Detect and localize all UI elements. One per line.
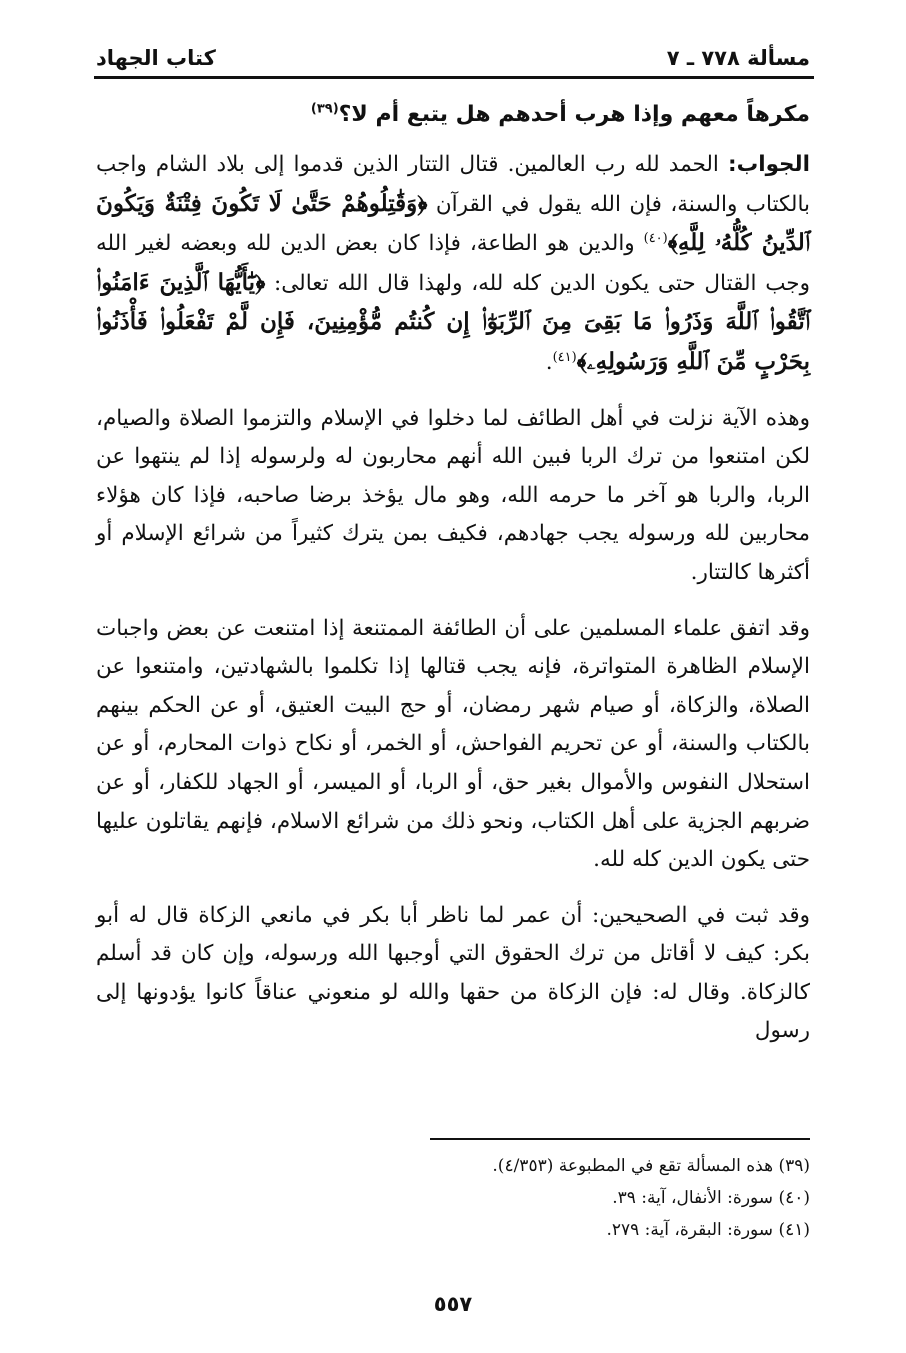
answer-text-2: والدين هو الطاعة، فإذا كان بعض الدين لله وبعضه لغير الله وجب القتال حتى يكون الدين كله لله، ولهذا قال الله تعالى: xyxy=(96,231,810,296)
answer-text-3: . xyxy=(545,349,553,375)
question-line xyxy=(96,96,810,134)
footnote-40: (٤٠) سورة: الأنفال، آية: ٣٩. xyxy=(612,1188,810,1208)
main-text xyxy=(96,96,810,1051)
page-number: ٥٥٧ xyxy=(433,1292,473,1316)
issue-number: مسألة ٧٧٨ ـ ٧ xyxy=(666,46,810,70)
footnote-ref-41: (٤١) xyxy=(552,349,577,365)
footnote-39: (٣٩) هذه المسألة تقع في المطبوعة (٤/٣٥٣). xyxy=(492,1156,810,1176)
quran-verse-2: ﴿يَٰٓأَيُّهَا ٱلَّذِينَ ءَامَنُوا۟ ٱتَّقُوا۟ ٱللَّهَ وَذَرُوا۟ مَا بَقِىَ مِنَ ٱلرِّبَوٰٓا۟ إِن كُنتُم مُّؤْمِنِينَ، فَإِن لَّمْ تَفْعَلُوا۟ فَأْذَنُوا۟ بِحَرْبٍ مِّنَ ٱللَّهِ وَرَسُولِهِۦ﴾ xyxy=(96,268,810,375)
footnote-41: (٤١) سورة: البقرة، آية: ٢٧٩. xyxy=(606,1220,810,1240)
chapter-title: كتاب الجهاد xyxy=(96,46,216,70)
footnote-ref-39: (٣٩) xyxy=(310,101,339,117)
question-text: مكرهاً معهم وإذا هرب أحدهم هل يتبع أم لا؟ xyxy=(338,102,810,127)
answer-lead: الجواب: xyxy=(728,152,810,177)
paragraph-taif: وهذه الآية نزلت في أهل الطائف لما دخلوا في الإسلام والتزموا الصلاة والصيام، لكن امتنعوا من ترك الربا فبين الله أنهم محاربون له ولرسوله إذا لم ينتهوا عن الربا، والربا هو آخر ما حرمه الله، وهو مال يؤخذ برضا صاحبه، فإذا كان هؤلاء محاربين لله ورسوله يجب جهادهم، فكيف بمن يترك كثيراً من شرائع الإسلام أو أكثرها كالتتار. xyxy=(96,405,810,585)
paragraph-consensus: وقد اتفق علماء المسلمين على أن الطائفة الممتنعة إذا امتنعت عن بعض واجبات الإسلام الظاهرة المتواترة، فإنه يجب قتالها إذا تكلموا بالشهادتين، وامتنعوا عن الصلاة، والزكاة، أو صيام شهر رمضان، أو حج البيت العتيق، أو عن الحكم بينهم بالكتاب والسنة، أو عن تحريم الفواحش، أو الخمر، أو نكاح ذوات المحارم، أو عن استحلال النفوس والأموال بغير حق، أو الربا، أو الميسر، أو الجهاد للكفار، أو عن ضربهم الجزية على أهل الكتاب، ونحو ذلك من شرائع الاسلام، فإنهم يقاتلون عليها حتى يكون الدين كله لله. xyxy=(96,615,810,873)
footnotes xyxy=(96,1150,810,1246)
answer-text-1: الحمد لله رب العالمين. قتال التتار الذين قدموا إلى بلاد الشام واجب بالكتاب والسنة، فإن الله يقول في القرآن xyxy=(96,152,810,217)
answer-paragraph xyxy=(96,146,810,383)
running-header xyxy=(96,36,810,70)
footnote-ref-40: (٤٠) xyxy=(643,231,668,247)
footnote-rule xyxy=(430,1138,810,1140)
header-rule xyxy=(94,76,814,79)
paragraph-sahihain: وقد ثبت في الصحيحين: أن عمر لما ناظر أبا بكر في مانعي الزكاة قال له أبو بكر: كيف لا أقاتل من ترك الحقوق التي أوجبها الله ورسوله، وإن كان قد أسلم كالزكاة. وقال له: فإن الزكاة من حقها والله لو منعوني عناقاً كانوا يؤدونها إلى رسول xyxy=(96,902,810,1044)
quran-verse-1: ﴿وَقَٰتِلُوهُمْ حَتَّىٰ لَا تَكُونَ فِتْنَةٌ وَيَكُونَ ٱلدِّينُ كُلُّهُۥ لِلَّهِ﴾ xyxy=(96,189,810,257)
